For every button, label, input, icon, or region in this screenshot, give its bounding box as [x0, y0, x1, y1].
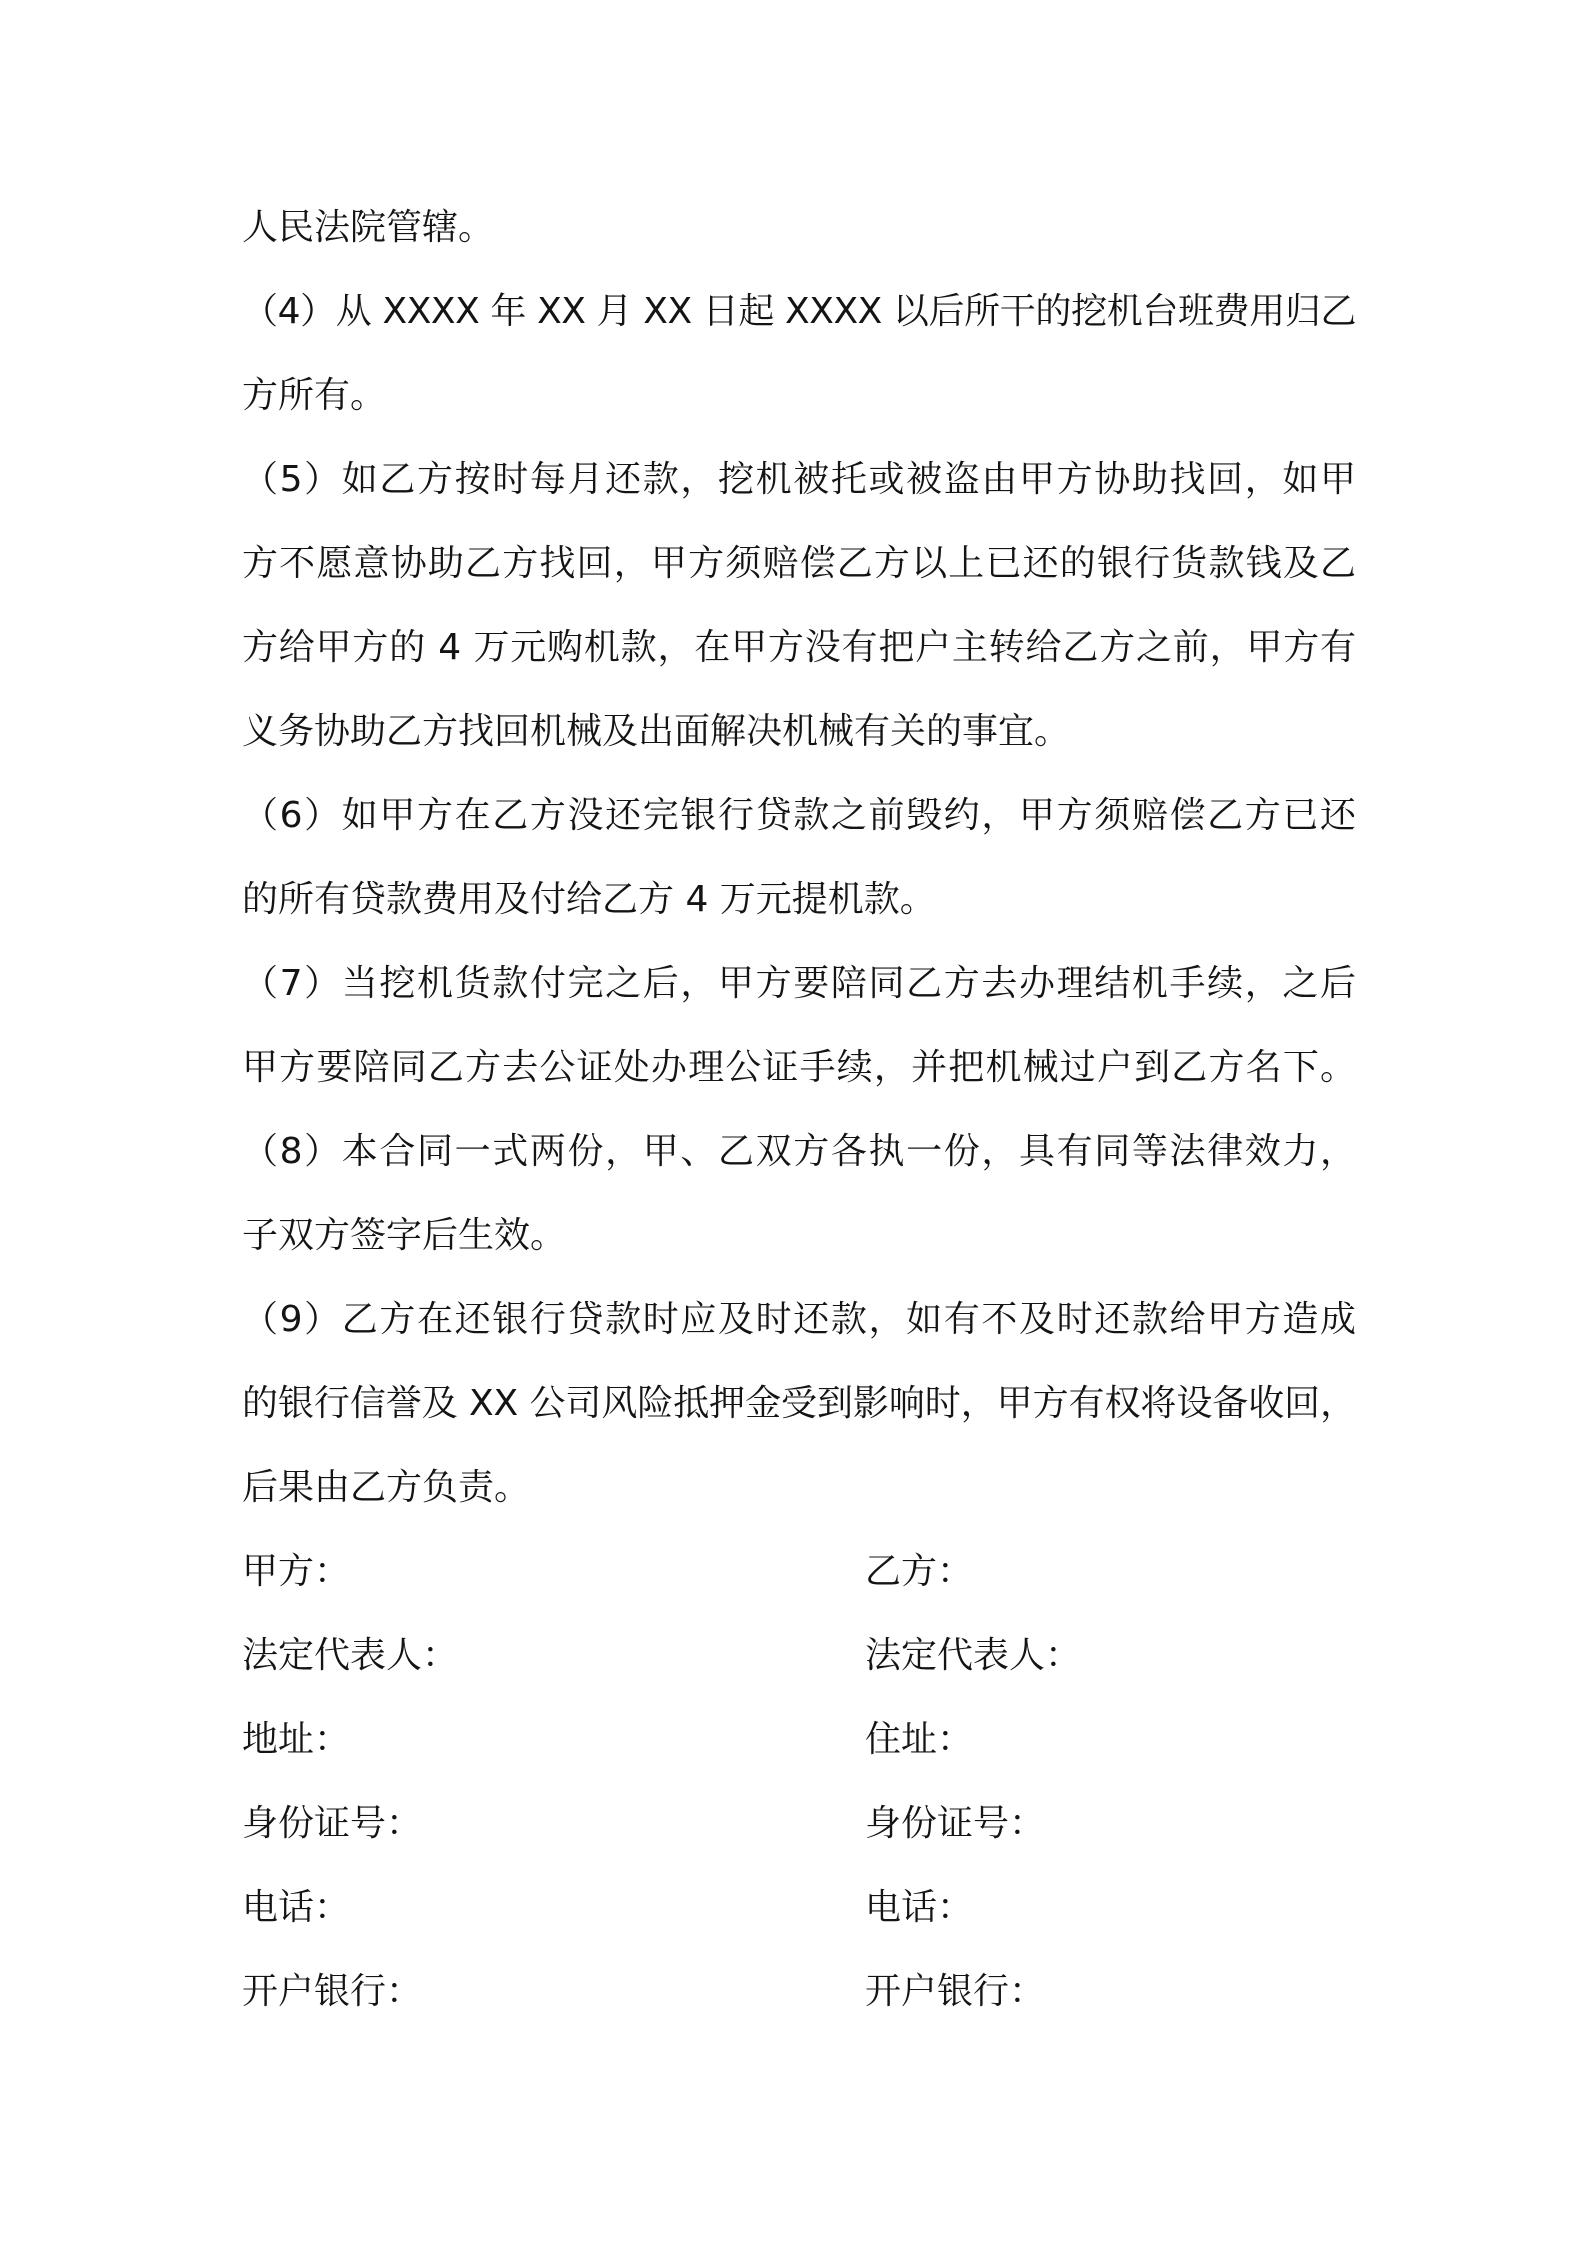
text-line: 子双方签字后生效。 [242, 1215, 567, 1256]
clause-8 [242, 1110, 1356, 1278]
text-line: 方所有。 [242, 375, 387, 416]
text-line: （6）如甲方在乙方没还完银行贷款之前毁约，甲方须赔偿乙方已还 [242, 795, 1356, 836]
signature-row-id-number [242, 1782, 1356, 1866]
party-a-label: 甲方： [242, 1551, 351, 1592]
clause-9 [242, 1278, 1356, 1530]
text-line: 方不愿意协助乙方找回，甲方须赔偿乙方以上已还的银行货款钱及乙 [242, 543, 1356, 584]
text-line: 人民法院管辖。 [242, 207, 495, 248]
signature-row-legal-rep [242, 1614, 1356, 1698]
party-b-id-number-label: 身份证号： [865, 1803, 1046, 1844]
party-a-id-number-label: 身份证号： [242, 1803, 423, 1844]
party-b-address-label: 住址： [865, 1719, 974, 1760]
party-b-phone-label: 电话： [865, 1887, 974, 1928]
party-b-label: 乙方： [865, 1551, 974, 1592]
text-line: （5）如乙方按时每月还款，挖机被托或被盗由甲方协助找回，如甲 [242, 459, 1356, 500]
signature-row-address [242, 1698, 1356, 1782]
text-line: （9）乙方在还银行贷款时应及时还款，如有不及时还款给甲方造成 [242, 1299, 1356, 1340]
clause-3-continuation [242, 186, 1356, 270]
text-line: 的银行信誉及 XX 公司风险抵押金受到影响时，甲方有权将设备收回， [242, 1383, 1356, 1424]
party-b-bank-label: 开户银行： [865, 1971, 1046, 2012]
clause-6 [242, 774, 1356, 942]
text-line: （7）当挖机货款付完之后，甲方要陪同乙方去办理结机手续，之后 [242, 963, 1356, 1004]
text-line: 甲方要陪同乙方去公证处办理公证手续，并把机械过户到乙方名下。 [242, 1047, 1356, 1088]
clause-7 [242, 942, 1356, 1110]
contract-body [242, 186, 1356, 2034]
signature-row-bank [242, 1950, 1356, 2034]
clause-5 [242, 438, 1356, 774]
text-line: （8）本合同一式两份，甲、乙双方各执一份，具有同等法律效力， [242, 1131, 1356, 1172]
party-a-phone-label: 电话： [242, 1887, 351, 1928]
signature-row-phone [242, 1866, 1356, 1950]
text-line: 的所有贷款费用及付给乙方 4 万元提机款。 [242, 879, 936, 920]
clause-4 [242, 270, 1356, 438]
text-line: 方给甲方的 4 万元购机款，在甲方没有把户主转给乙方之前，甲方有 [242, 627, 1356, 668]
text-line: 后果由乙方负责。 [242, 1467, 531, 1508]
party-a-bank-label: 开户银行： [242, 1971, 423, 2012]
text-line: 义务协助乙方找回机械及出面解决机械有关的事宜。 [242, 711, 1071, 752]
party-b-legal-rep-label: 法定代表人： [865, 1635, 1082, 1676]
party-a-address-label: 地址： [242, 1719, 351, 1760]
party-a-legal-rep-label: 法定代表人： [242, 1635, 459, 1676]
text-line: （4）从 XXXX 年 XX 月 XX 日起 XXXX 以后所干的挖机台班费用归乙 [242, 291, 1356, 332]
signature-row-party [242, 1530, 1356, 1614]
signature-block [242, 1530, 1356, 2034]
